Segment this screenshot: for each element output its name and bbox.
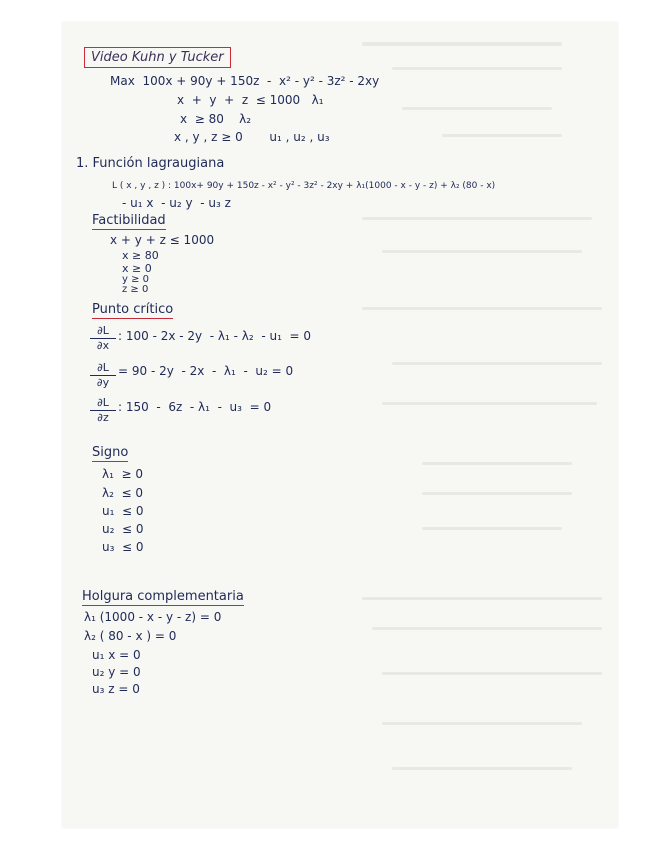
bleed-through-line <box>392 767 572 770</box>
partial-derivative-y <box>90 362 116 389</box>
bleed-through-line <box>362 217 592 220</box>
slackness-heading: Holgura complementaria <box>82 589 244 604</box>
feasibility-line: y ≥ 0 <box>122 274 150 285</box>
bleed-through-line <box>382 722 582 725</box>
sign-line: λ₂ ≤ 0 <box>102 486 144 500</box>
partial-denominator: ∂y <box>96 376 110 389</box>
equation-dz: : 150 - 6z - λ₁ - u₃ = 0 <box>118 400 272 414</box>
lagrangian-line-1: L ( x , y , z ) : 100x+ 90y + 150z - x² - y² - 3z² - 2xy + λ₁(1000 - x - y - z) + λ₂ (80 - x) <box>112 181 496 191</box>
feasibility-line: z ≥ 0 <box>122 284 149 295</box>
feasibility-line: x ≥ 80 <box>122 249 159 262</box>
sign-line: u₂ ≤ 0 <box>102 522 144 536</box>
lagrangian-heading: 1. Función lagraugiana <box>76 156 225 171</box>
slackness-line: λ₁ (1000 - x - y - z) = 0 <box>84 610 222 624</box>
bleed-through-line <box>422 492 572 495</box>
bleed-through-line <box>362 597 602 600</box>
bleed-through-line <box>382 402 597 405</box>
bleed-through-line <box>402 107 552 110</box>
page-title: Video Kuhn y Tucker <box>84 47 231 68</box>
partial-numerator: ∂L <box>90 397 116 411</box>
partial-denominator: ∂x <box>96 339 110 352</box>
feasibility-line: x ≥ 0 <box>122 262 152 275</box>
slackness-line: u₂ y = 0 <box>92 665 141 679</box>
objective-function: Max 100x + 90y + 150z - x² - y² - 3z² - 2xy <box>110 74 380 88</box>
partial-numerator: ∂L <box>90 325 116 339</box>
partial-denominator: ∂z <box>97 411 109 424</box>
notebook-page <box>62 22 618 828</box>
constraint-nonnegativity: x , y , z ≥ 0 u₁ , u₂ , u₃ <box>174 130 330 144</box>
slackness-line: u₃ z = 0 <box>92 682 140 696</box>
bleed-through-line <box>422 527 562 530</box>
bleed-through-line <box>372 627 602 630</box>
partial-derivative-z <box>90 397 116 424</box>
sign-line: u₃ ≤ 0 <box>102 540 144 554</box>
bleed-through-line <box>362 307 602 310</box>
sign-line: λ₁ ≥ 0 <box>102 467 144 481</box>
sign-heading: Signo <box>92 445 129 460</box>
slackness-line: u₁ x = 0 <box>92 648 141 662</box>
equation-dy: = 90 - 2y - 2x - λ₁ - u₂ = 0 <box>118 364 294 378</box>
equation-dx: : 100 - 2x - 2y - λ₁ - λ₂ - u₁ = 0 <box>118 329 312 343</box>
bleed-through-line <box>392 67 562 70</box>
partial-derivative-x <box>90 325 116 352</box>
constraint-minimum: x ≥ 80 λ₂ <box>180 112 252 126</box>
bleed-through-line <box>442 134 562 137</box>
critical-point-heading: Punto crítico <box>92 302 174 317</box>
feasibility-heading: Factibilidad <box>92 213 166 228</box>
constraint-budget: x + y + z ≤ 1000 λ₁ <box>177 93 324 107</box>
feasibility-line: x + y + z ≤ 1000 <box>110 233 215 247</box>
slackness-line: λ₂ ( 80 - x ) = 0 <box>84 629 177 643</box>
bleed-through-line <box>382 672 602 675</box>
lagrangian-line-2: - u₁ x - u₂ y - u₃ z <box>122 196 231 210</box>
partial-numerator: ∂L <box>90 362 116 376</box>
sign-line: u₁ ≤ 0 <box>102 504 144 518</box>
bleed-through-line <box>382 250 582 253</box>
bleed-through-line <box>392 362 602 365</box>
bleed-through-line <box>422 462 572 465</box>
bleed-through-line <box>362 42 562 46</box>
